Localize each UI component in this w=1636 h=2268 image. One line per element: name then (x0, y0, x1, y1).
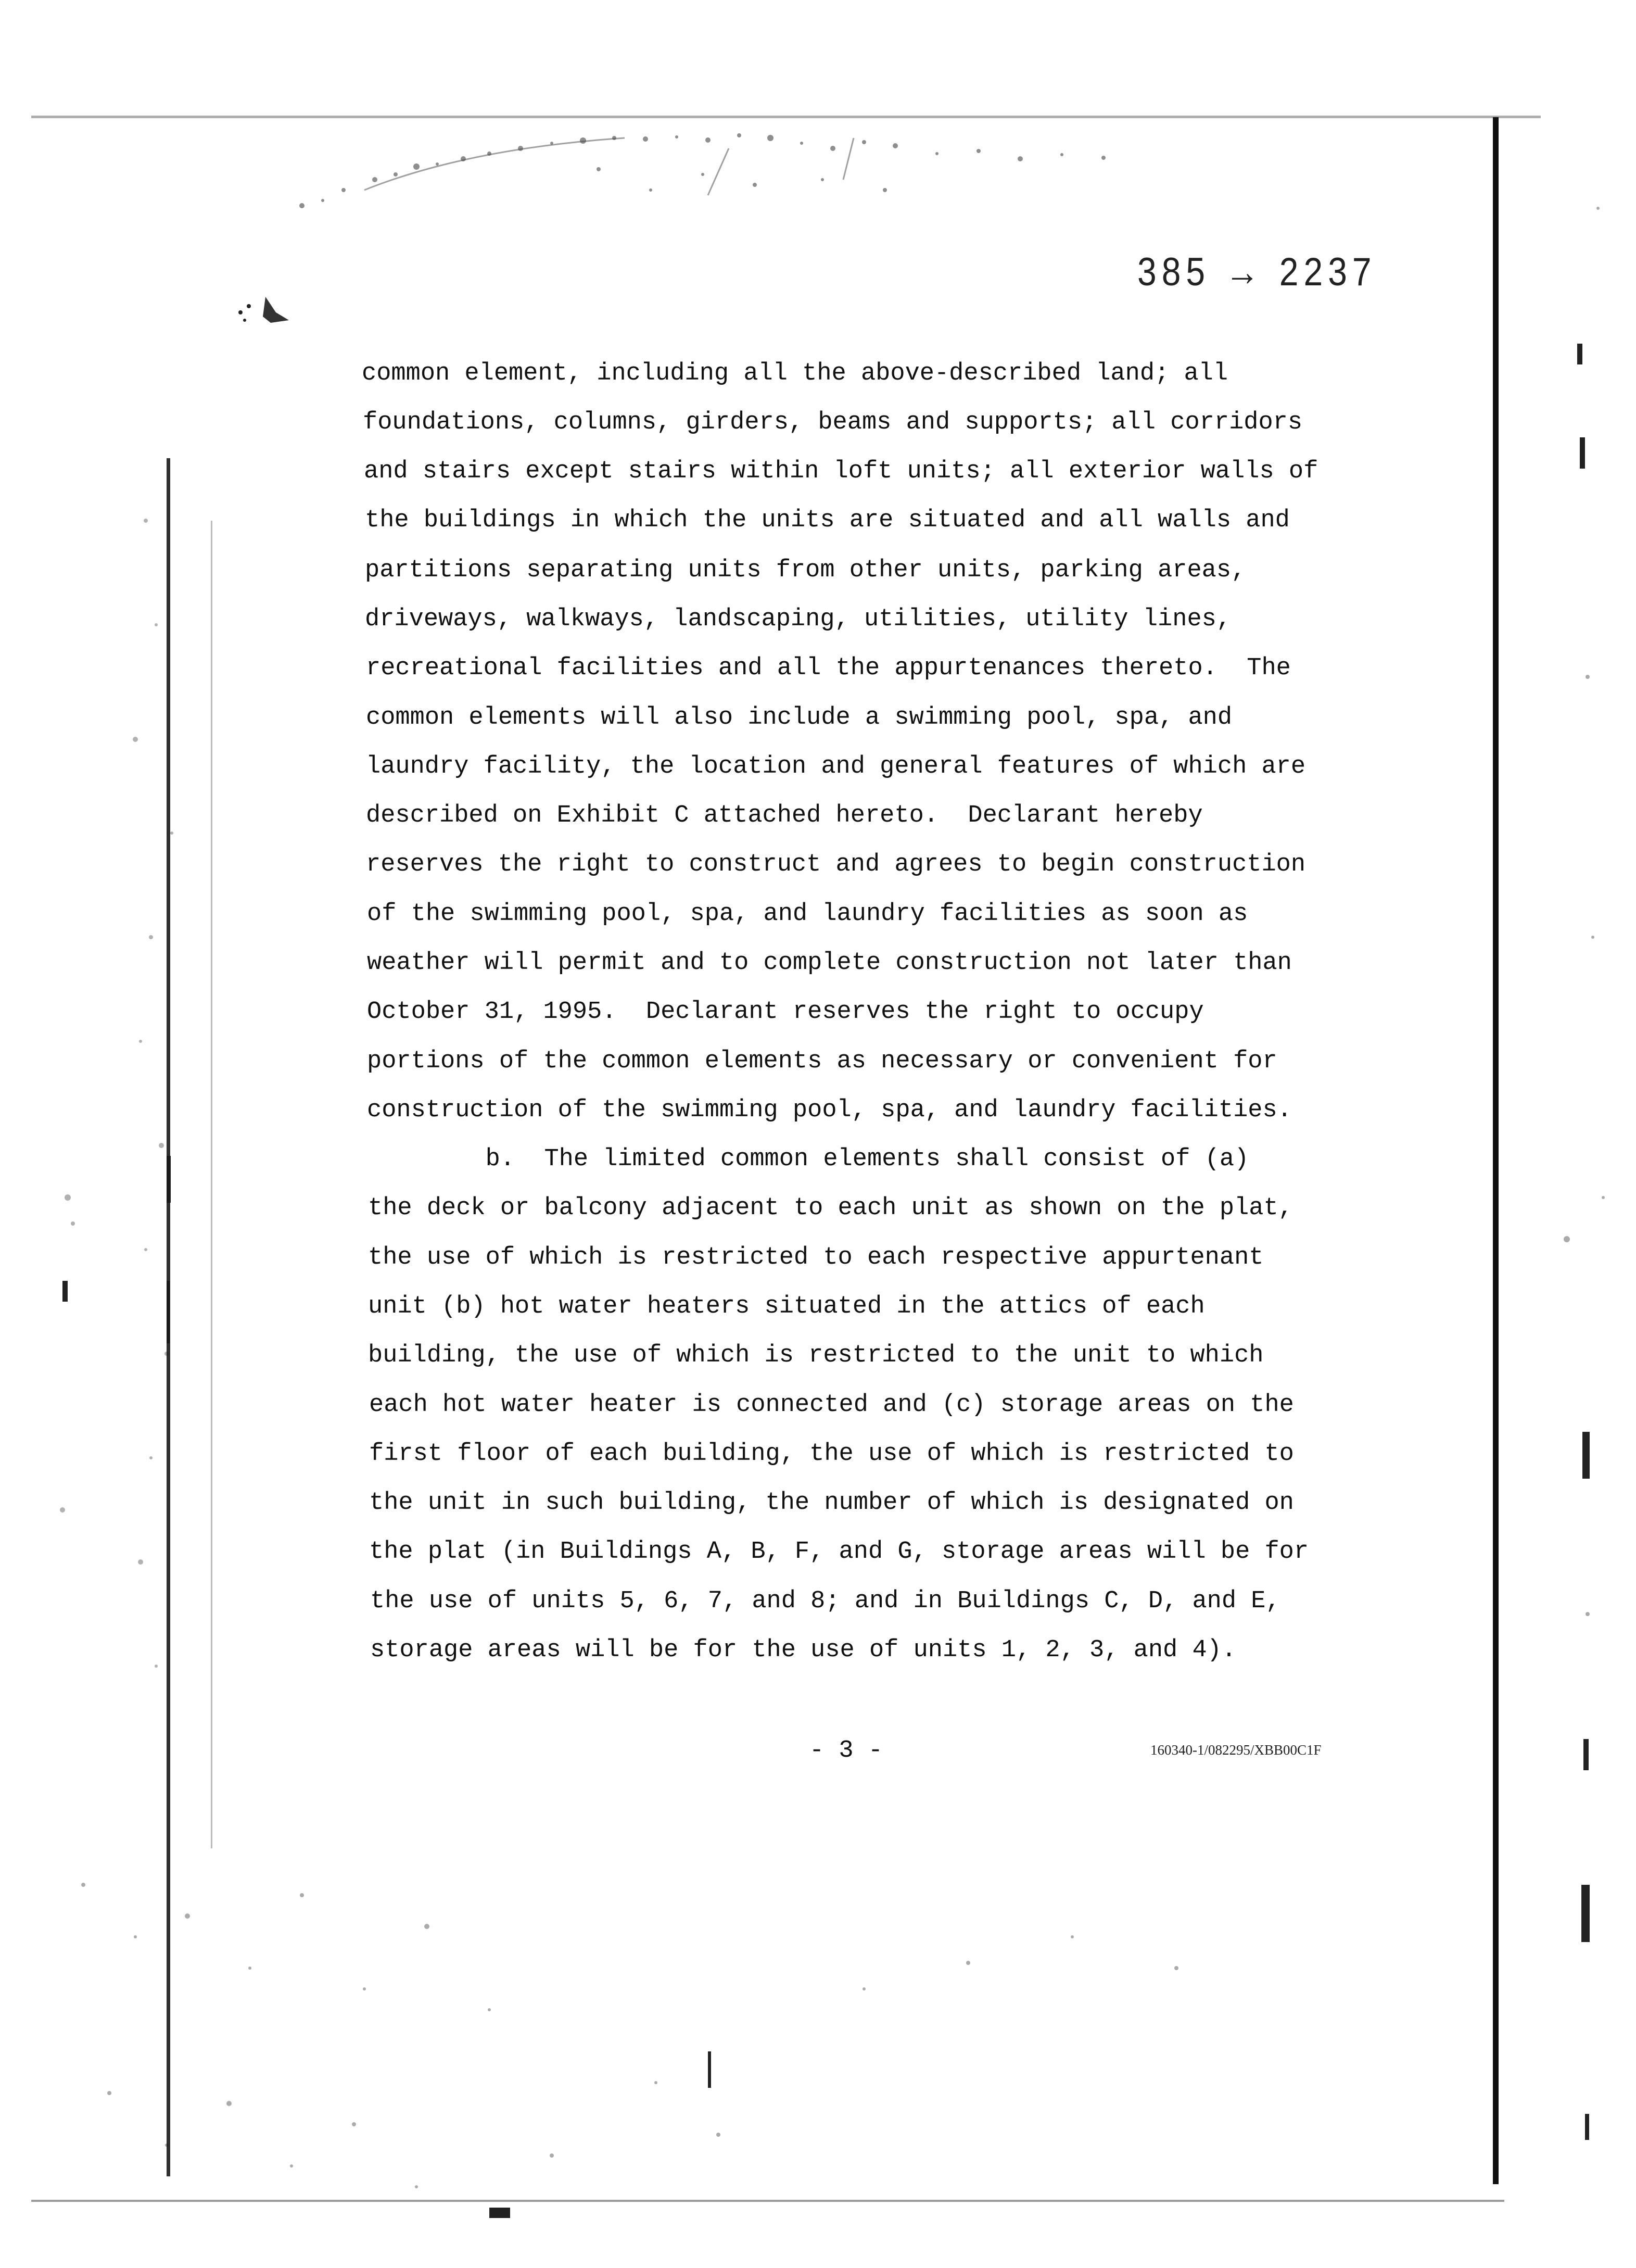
body-line: of the swimming pool, spa, and laundry facilities as soon as (367, 900, 1248, 928)
scan-edge-bottom (31, 2200, 1504, 2202)
body-line: reserves the right to construct and agrees to begin construction (366, 851, 1306, 878)
scan-smudge-icon (234, 292, 297, 333)
document-code: 160340-1/082295/XBB00C1F (1150, 1742, 1322, 1758)
body-line: the buildings in which the units are situated and all walls and (365, 507, 1290, 534)
scan-edge-right (1493, 117, 1499, 2184)
body-line: recreational facilities and all the appurtenances thereto. The (366, 654, 1291, 682)
page-number: - 3 - (809, 1737, 883, 1765)
body-line: each hot water heater is connected and (c) storage areas on the (369, 1391, 1294, 1419)
body-line: common elements will also include a swimming pool, spa, and (366, 704, 1233, 732)
body-line: driveways, walkways, landscaping, utilities, utility lines, (365, 606, 1232, 633)
body-line: b. The limited common elements shall consist of (a) (368, 1145, 1249, 1173)
body-line: the deck or balcony adjacent to each unit as shown on the plat, (368, 1194, 1293, 1222)
book-page-number: 385 → 2237 (1137, 249, 1377, 294)
scan-noise-top (52, 117, 1457, 237)
body-line: and stairs except stairs within loft units; all exterior walls of (364, 458, 1318, 485)
body-line: the use of which is restricted to each respective appurtenant (368, 1244, 1264, 1271)
body-line: October 31, 1995. Declarant reserves the right to occupy (367, 998, 1204, 1026)
body-line: construction of the swimming pool, spa, and laundry facilities. (367, 1097, 1292, 1124)
body-line: weather will permit and to complete construction not later than (367, 949, 1292, 977)
scan-noise-left (42, 469, 219, 1874)
body-line: partitions separating units from other units, parking areas, (365, 557, 1246, 584)
scan-noise-right (1536, 52, 1636, 2239)
body-line: portions of the common elements as necessary or convenient for (367, 1048, 1277, 1075)
body-line: laundry facility, the location and general features of which are (366, 753, 1306, 780)
scan-noise-bottom (31, 1833, 1489, 2260)
body-line: foundations, columns, girders, beams and supports; all corridors (363, 409, 1303, 436)
scan-edge-left-inner (211, 521, 212, 1848)
body-line: unit (b) hot water heaters situated in the attics of each (368, 1293, 1205, 1320)
body-line: first floor of each building, the use of which is restricted to (369, 1440, 1294, 1468)
body-line: the unit in such building, the number of which is designated on (369, 1489, 1294, 1517)
body-line: the use of units 5, 6, 7, and 8; and in Buildings C, D, and E, (370, 1587, 1280, 1615)
scan-edge-top (31, 116, 1541, 118)
body-line: building, the use of which is restricted to the unit to which (368, 1342, 1264, 1369)
body-line: storage areas will be for the use of units 1, 2, 3, and 4). (370, 1636, 1237, 1664)
body-line: described on Exhibit C attached hereto. Declarant hereby (366, 802, 1203, 829)
body-line: the plat (in Buildings A, B, F, and G, storage areas will be for (369, 1538, 1309, 1566)
body-line: common element, including all the above-described land; all (362, 360, 1228, 387)
scan-edge-left (167, 458, 170, 2176)
